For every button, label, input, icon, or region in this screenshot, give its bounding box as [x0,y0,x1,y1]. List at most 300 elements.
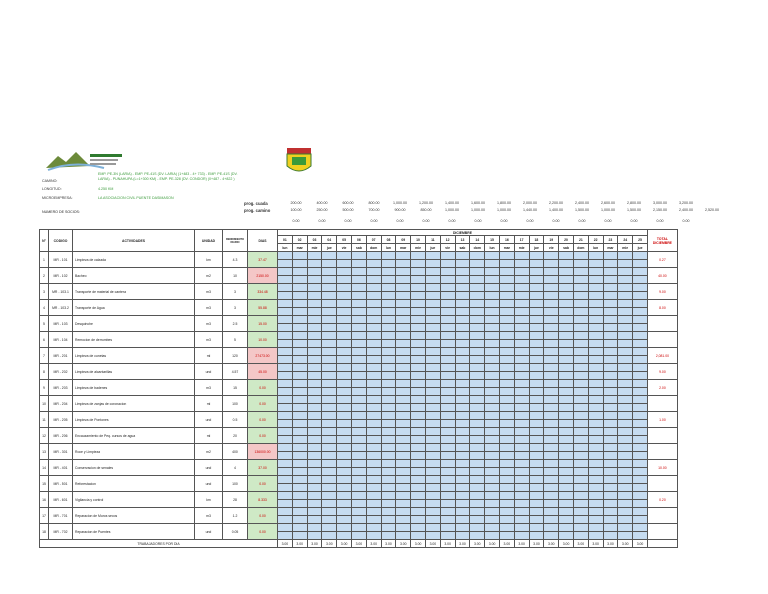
day-cell [307,284,322,292]
col-header-n: N° [40,230,49,252]
day-cell [559,428,574,436]
day-cell [529,484,544,492]
day-cell [322,252,337,260]
day-cell [292,348,307,356]
day-cell [278,380,293,388]
table-row [40,300,678,308]
day-cell [307,396,322,404]
day-cell [559,396,574,404]
day-cell [499,428,514,436]
day-cell [322,452,337,460]
day-cell [559,452,574,460]
day-cell [470,468,485,476]
day-cell [396,452,411,460]
day-cell [485,420,500,428]
day-cell [381,508,396,516]
cell-dias: 136000.00 [248,444,278,460]
day-cell [307,452,322,460]
day-cell [411,444,426,452]
cell-total [647,332,677,348]
day-cell [514,396,529,404]
table-row [40,444,678,452]
zero-value: 0.00 [370,219,378,223]
cell-unit: km [195,252,223,268]
day-cell [499,268,514,276]
day-cell [559,356,574,364]
day-cell [366,412,381,420]
day-cell [603,316,618,324]
day-cell [351,428,366,436]
day-cell [307,372,322,380]
day-header: 03 [307,236,322,244]
day-cell [425,316,440,324]
day-cell [588,260,603,268]
day-cell [322,340,337,348]
day-cell [425,380,440,388]
day-cell [514,508,529,516]
day-cell [544,380,559,388]
prog-cuadrada-value: 600.00 [342,201,354,205]
weekday-header: lun [381,244,396,252]
day-cell [425,420,440,428]
cell-unit: m3 [195,380,223,396]
cell-unit: m3 [195,284,223,300]
day-cell [633,468,648,476]
day-cell [603,388,618,396]
cell-rend: 5 [223,332,248,348]
day-cell [278,348,293,356]
day-cell [292,500,307,508]
day-cell [278,276,293,284]
day-cell [425,428,440,436]
day-cell [292,460,307,468]
day-cell [411,300,426,308]
day-header: 09 [396,236,411,244]
day-cell [411,484,426,492]
day-cell [292,436,307,444]
day-cell [499,308,514,316]
day-header: 12 [440,236,455,244]
day-cell [470,340,485,348]
day-cell [618,340,633,348]
day-cell [381,460,396,468]
day-cell [307,332,322,340]
day-cell [529,356,544,364]
cell-rend: 0.5 [223,412,248,428]
day-cell [499,460,514,468]
day-cell [292,428,307,436]
day-cell [307,444,322,452]
day-cell [633,436,648,444]
day-cell [559,404,574,412]
day-cell [485,284,500,292]
day-cell [544,292,559,300]
cell-desc: Limpieza de Pontones [73,412,195,428]
cell-n: 14 [40,460,49,476]
prog-camino-value: 1,400.00 [549,208,563,212]
day-cell [603,452,618,460]
day-cell [559,292,574,300]
day-cell [455,260,470,268]
cell-n: 12 [40,428,49,444]
day-cell [292,300,307,308]
day-cell [529,404,544,412]
day-cell [292,412,307,420]
day-cell [278,524,293,532]
day-cell [455,252,470,260]
cell-dias: 15.00 [248,316,278,332]
day-cell [307,468,322,476]
day-cell [396,364,411,372]
day-header: 14 [470,236,485,244]
day-cell [366,276,381,284]
day-cell [381,428,396,436]
day-cell [499,492,514,500]
day-cell [529,268,544,276]
day-cell [499,276,514,284]
microempresa-value: LA ASOCIACION CIVIL PUENTE DASIMASON [98,196,174,200]
day-cell [366,284,381,292]
day-cell [529,468,544,476]
day-cell [351,284,366,292]
day-cell [470,356,485,364]
day-cell [485,316,500,324]
cell-desc: Transporte de material de cantera [73,284,195,300]
day-cell [544,420,559,428]
day-cell [351,252,366,260]
day-cell [544,308,559,316]
day-cell [559,372,574,380]
cell-desc: Reparacion de Muros secos [73,508,195,524]
day-cell [514,292,529,300]
day-cell [603,524,618,532]
day-cell [544,268,559,276]
day-cell [618,524,633,532]
day-cell [603,492,618,500]
cell-unit: und [195,460,223,476]
day-cell [573,276,588,284]
zero-value: 0.00 [292,219,300,223]
cell-code: MR - 103.1 [49,284,73,300]
day-cell [351,420,366,428]
day-cell [618,500,633,508]
day-cell [366,300,381,308]
day-cell [307,380,322,388]
day-cell [366,292,381,300]
day-cell [618,300,633,308]
day-cell [337,404,352,412]
day-cell [514,260,529,268]
day-cell [514,364,529,372]
day-cell [499,260,514,268]
day-cell [573,508,588,516]
day-cell [411,260,426,268]
day-header: 13 [455,236,470,244]
day-cell [573,268,588,276]
footer-value: 3.00 [292,540,307,548]
day-cell [322,436,337,444]
weekday-header: mie [411,244,426,252]
day-cell [514,340,529,348]
day-cell [440,332,455,340]
day-cell [396,340,411,348]
prog-cuadrada-value: 3,200.00 [679,201,693,205]
zero-value: 0.00 [682,219,690,223]
day-cell [425,292,440,300]
footer-value: 3.00 [544,540,559,548]
day-cell [337,324,352,332]
total-header: TOTAL DICIEMBRE [647,230,677,252]
day-cell [381,404,396,412]
day-cell [573,524,588,532]
day-cell [588,428,603,436]
day-cell [529,436,544,444]
day-cell [292,524,307,532]
day-cell [485,492,500,500]
day-cell [588,284,603,292]
day-cell [618,484,633,492]
cell-rend: 15 [223,380,248,396]
day-cell [499,524,514,532]
day-cell [278,300,293,308]
cell-dias: 8.333 [248,492,278,508]
day-cell [351,332,366,340]
day-cell [455,412,470,420]
day-cell [337,412,352,420]
day-cell [292,324,307,332]
day-cell [381,468,396,476]
day-cell [633,508,648,516]
footer-value: 3.00 [411,540,426,548]
cell-desc: Encauzamiento de Peq. cursos de agua [73,428,195,444]
day-cell [322,332,337,340]
day-cell [455,324,470,332]
day-header: 17 [514,236,529,244]
footer-value: 3.00 [322,540,337,548]
prog-cuadrada-value: 1,600.00 [471,201,485,205]
day-cell [618,324,633,332]
day-cell [588,532,603,540]
day-cell [381,284,396,292]
day-cell [470,420,485,428]
prog-cuadrada-value: 400.00 [316,201,328,205]
cell-code: MR - 205 [49,412,73,428]
day-cell [588,508,603,516]
day-cell [499,356,514,364]
table-row [40,476,678,484]
cell-rend: 4.3 [223,252,248,268]
day-cell [440,468,455,476]
day-cell [470,348,485,356]
day-cell [337,452,352,460]
day-cell [588,324,603,332]
day-cell [470,436,485,444]
day-cell [396,460,411,468]
day-cell [544,316,559,324]
day-cell [559,476,574,484]
day-cell [559,300,574,308]
cell-code: MR - 102 [49,268,73,284]
day-cell [381,484,396,492]
day-cell [337,476,352,484]
day-cell [470,476,485,484]
day-cell [618,436,633,444]
day-cell [470,316,485,324]
day-cell [351,412,366,420]
day-cell [499,340,514,348]
day-cell [559,492,574,500]
day-cell [588,364,603,372]
day-cell [603,500,618,508]
day-cell [618,476,633,484]
day-cell [337,532,352,540]
day-cell [603,348,618,356]
day-cell [307,324,322,332]
day-cell [485,260,500,268]
day-cell [381,524,396,532]
day-cell [499,532,514,540]
day-cell [337,364,352,372]
day-cell [425,268,440,276]
day-cell [307,436,322,444]
day-cell [396,524,411,532]
cell-total: 0.20 [647,492,677,508]
day-cell [411,284,426,292]
day-cell [411,308,426,316]
day-cell [351,292,366,300]
day-cell [455,276,470,284]
day-cell [366,340,381,348]
day-cell [588,332,603,340]
day-cell [499,292,514,300]
day-cell [322,428,337,436]
day-cell [633,412,648,420]
day-cell [337,284,352,292]
day-cell [396,324,411,332]
day-cell [440,324,455,332]
day-cell [633,476,648,484]
day-cell [633,372,648,380]
day-cell [618,420,633,428]
day-cell [366,316,381,324]
day-cell [292,268,307,276]
day-cell [633,324,648,332]
cell-rend: 400 [223,444,248,460]
day-cell [322,516,337,524]
prog-camino-value: 850.00 [420,208,432,212]
day-cell [381,292,396,300]
day-cell [440,276,455,284]
weekday-header: jue [322,244,337,252]
cell-dias: 27473.00 [248,348,278,364]
day-cell [485,364,500,372]
day-cell [425,476,440,484]
prog-camino-value: 1,500.00 [575,208,589,212]
cell-dias: 0.00 [248,476,278,492]
day-cell [307,340,322,348]
day-cell [411,428,426,436]
day-cell [559,316,574,324]
weekday-header: mie [618,244,633,252]
day-cell [322,460,337,468]
day-cell [470,332,485,340]
day-cell [588,396,603,404]
cell-dias: 0.00 [248,412,278,428]
day-cell [351,356,366,364]
cell-n: 4 [40,300,49,316]
col-header-rendimiento: RENDIMIENTO DIARIO [223,230,248,252]
cell-desc: Conservacion de senales [73,460,195,476]
day-cell [529,380,544,388]
day-cell [351,308,366,316]
day-cell [411,460,426,468]
day-cell [322,292,337,300]
cell-rend: 3 [223,300,248,316]
day-cell [618,260,633,268]
day-cell [485,252,500,260]
day-cell [499,316,514,324]
day-cell [381,308,396,316]
day-cell [396,300,411,308]
day-cell [618,356,633,364]
day-cell [559,484,574,492]
day-cell [351,396,366,404]
cell-unit: m3 [195,300,223,316]
day-cell [485,268,500,276]
day-header: 07 [366,236,381,244]
day-cell [544,452,559,460]
day-cell [514,348,529,356]
cell-n: 5 [40,316,49,332]
day-cell [573,452,588,460]
day-cell [633,428,648,436]
day-cell [573,532,588,540]
day-cell [366,436,381,444]
day-cell [485,524,500,532]
day-cell [529,252,544,260]
day-cell [292,468,307,476]
day-cell [381,276,396,284]
day-cell [440,260,455,268]
day-cell [396,348,411,356]
day-cell [411,396,426,404]
cell-code: MR - 301 [49,444,73,460]
day-cell [588,340,603,348]
progressive-values [286,201,719,225]
day-cell [411,532,426,540]
footer-value: 3.00 [573,540,588,548]
weekday-header: jue [425,244,440,252]
day-cell [366,524,381,532]
day-cell [470,276,485,284]
day-cell [351,316,366,324]
day-cell [573,348,588,356]
day-cell [559,500,574,508]
day-cell [396,356,411,364]
cell-unit: m3 [195,508,223,524]
day-cell [633,492,648,500]
day-header: 20 [559,236,574,244]
day-cell [366,380,381,388]
day-header: 18 [529,236,544,244]
prog-camino-value: 1,000.00 [471,208,485,212]
day-cell [396,388,411,396]
day-cell [573,340,588,348]
day-cell [337,396,352,404]
day-cell [633,460,648,468]
day-cell [529,500,544,508]
cell-total [647,316,677,332]
